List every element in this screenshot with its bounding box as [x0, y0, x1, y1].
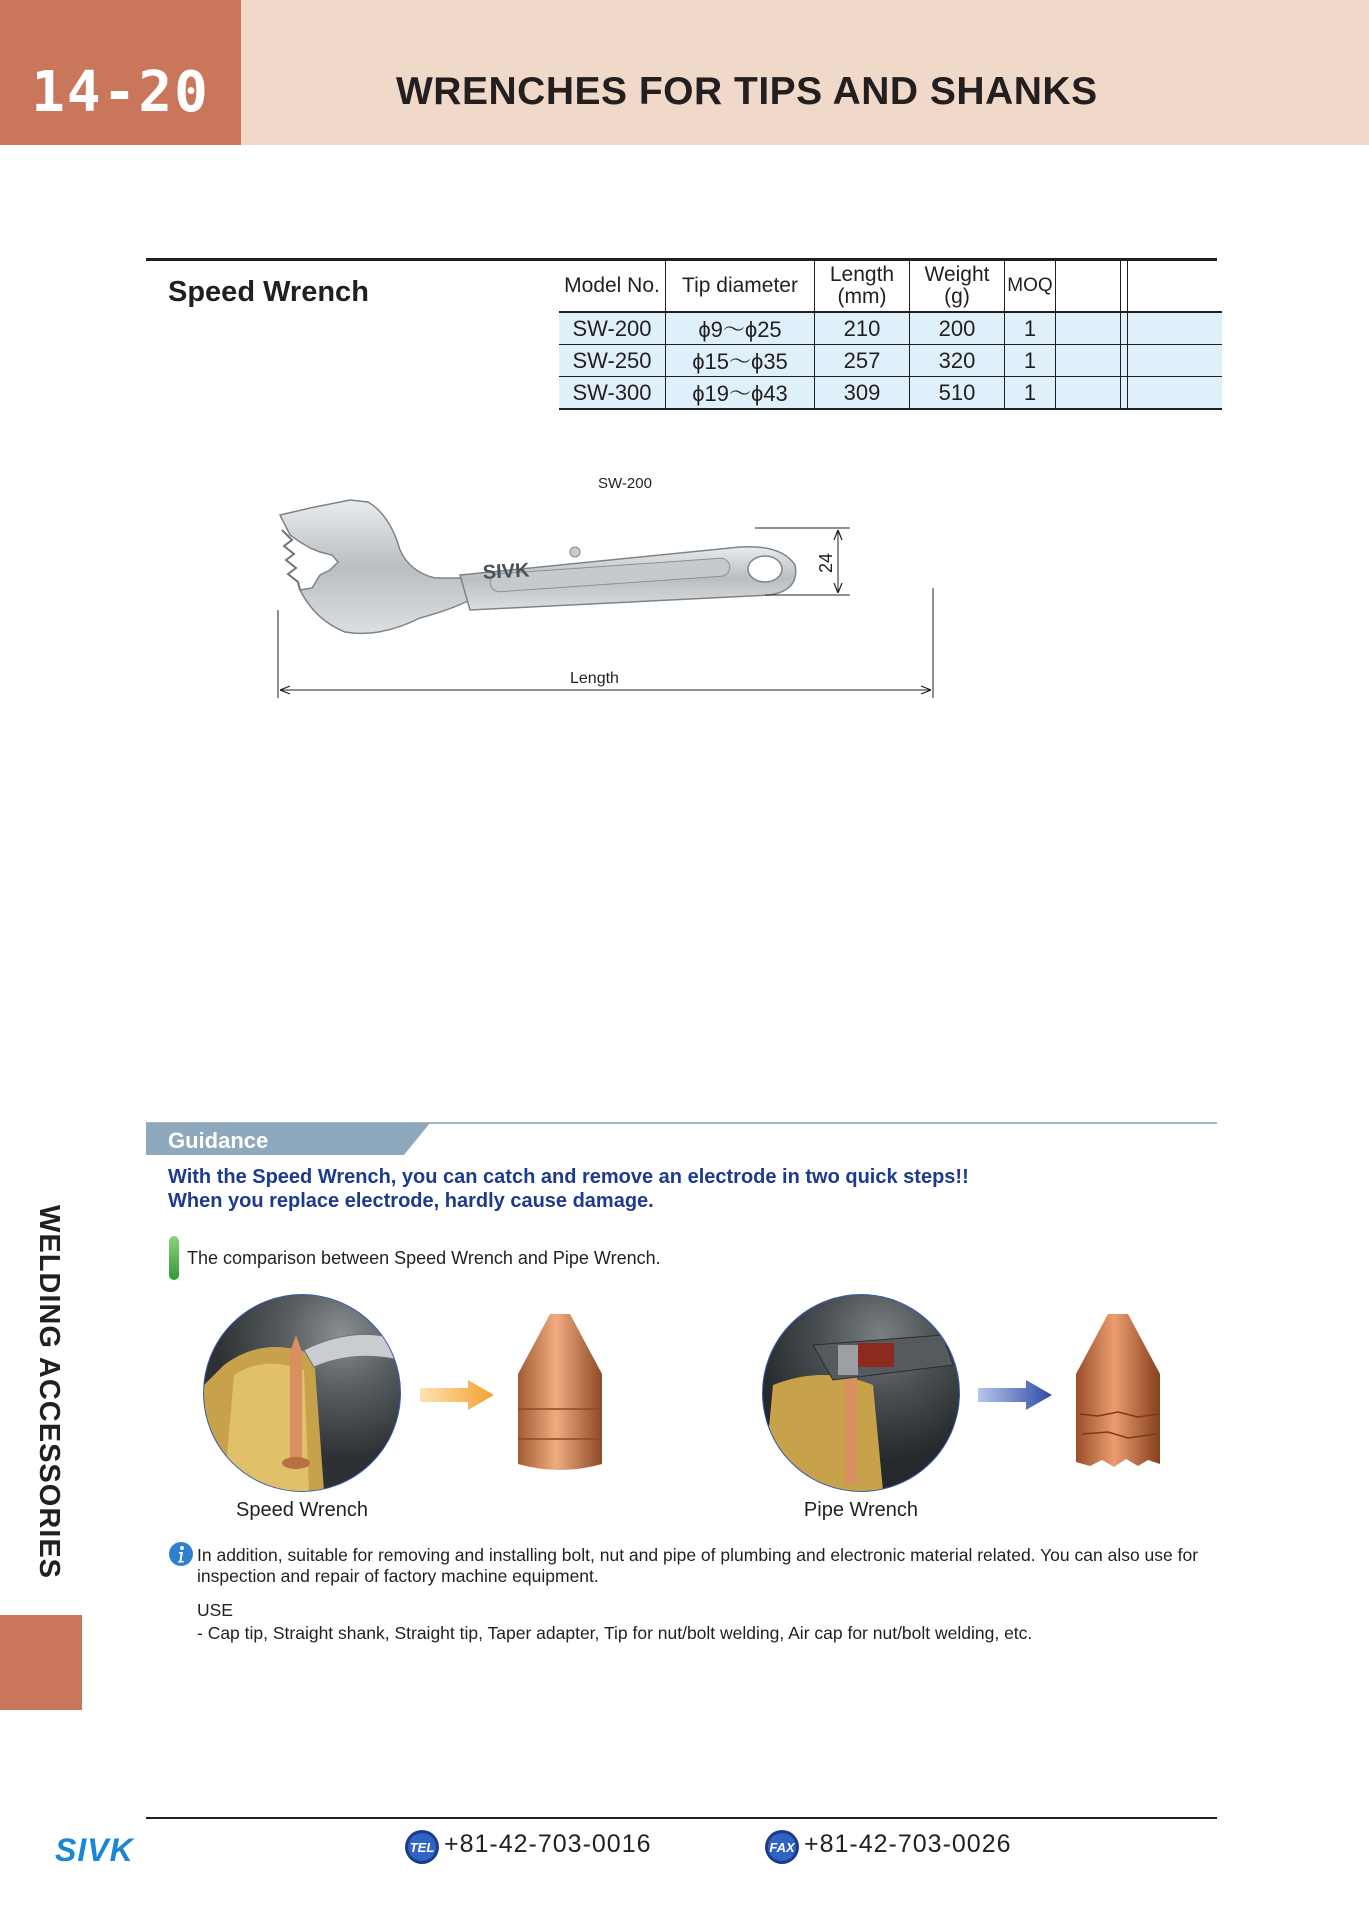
cell-blank [1128, 345, 1223, 377]
header-weight-unit: (g) [944, 284, 970, 308]
pivot-pin [570, 547, 580, 557]
cell-moq: 1 [1005, 377, 1056, 410]
table-row [559, 377, 1222, 410]
copper-tip-clean [510, 1314, 610, 1474]
wrench-logo: SIVK [482, 559, 531, 584]
product-title: Speed Wrench [168, 276, 369, 308]
header-blank-3 [1128, 260, 1223, 312]
cell-blank [1128, 377, 1223, 410]
fax-number: +81-42-703-0026 [804, 1830, 1012, 1858]
pipe-wrench-scene [763, 1295, 959, 1491]
copper-tip-damaged [1068, 1314, 1168, 1474]
header-model: Model No. [559, 260, 666, 312]
footer-rule [146, 1817, 1217, 1819]
guidance-headline-1: With the Speed Wrench, you can catch and remove an electrode in two quick steps!! [168, 1166, 969, 1188]
cell-blank [1056, 377, 1121, 410]
header-blank-2 [1121, 260, 1128, 312]
header-tip-diameter: Tip diameter [666, 260, 815, 312]
side-accent-box [0, 1615, 82, 1710]
company-logo-text: SIVK [55, 1834, 134, 1864]
cell-tip-diameter: ϕ9～ϕ25 [666, 312, 815, 345]
cell-weight: 200 [910, 312, 1005, 345]
arrow-blue [978, 1380, 1052, 1410]
cell-length: 257 [815, 345, 910, 377]
side-category-label: WELDING ACCESSORIES [33, 1205, 65, 1580]
pipe-wrench-photo [762, 1294, 960, 1492]
header-moq: MOQ [1005, 260, 1056, 312]
header-length-label: Length [829, 262, 895, 286]
guidance-label: Guidance [168, 1128, 269, 1153]
cell-blank [1121, 312, 1128, 345]
header-length [815, 260, 910, 312]
header-weight [910, 260, 1005, 312]
table-row [559, 312, 1222, 345]
header-length-unit: (mm) [837, 284, 887, 308]
spec-table [559, 260, 1222, 410]
width-label: 24 [816, 552, 836, 573]
cell-blank [1056, 312, 1121, 345]
cell-moq: 1 [1005, 345, 1056, 377]
guidance-headline-2: When you replace electrode, hardly cause damage. [168, 1190, 654, 1212]
cell-blank [1121, 345, 1128, 377]
header-weight-label: Weight [924, 262, 990, 286]
cell-weight: 510 [910, 377, 1005, 410]
info-icon [168, 1541, 194, 1567]
cell-length: 210 [815, 312, 910, 345]
speed-wrench-scene [204, 1295, 400, 1491]
tel-icon-text: TEL [409, 1840, 435, 1855]
table-row [559, 345, 1222, 377]
arrow-orange [420, 1380, 494, 1410]
cell-blank [1056, 345, 1121, 377]
handle-hole [748, 556, 782, 582]
header-blank-1 [1056, 260, 1121, 312]
cell-model: SW-300 [559, 377, 666, 410]
cell-tip-diameter: ϕ19～ϕ43 [666, 377, 815, 410]
cell-tip-diameter: ϕ15～ϕ35 [666, 345, 815, 377]
fax-icon [764, 1829, 800, 1865]
cell-moq: 1 [1005, 312, 1056, 345]
comparison-text: The comparison between Speed Wrench and Pipe Wrench. [187, 1248, 661, 1268]
speed-wrench-photo [203, 1294, 401, 1492]
cell-blank [1121, 377, 1128, 410]
cell-model: SW-250 [559, 345, 666, 377]
tel-number: +81-42-703-0016 [444, 1830, 652, 1858]
caption-pipe-wrench: Pipe Wrench [803, 1499, 919, 1521]
model-label: SW-200 [598, 475, 652, 492]
page-number: 14-20 [31, 60, 210, 125]
cell-length: 309 [815, 377, 910, 410]
fax-icon-text: FAX [769, 1840, 795, 1855]
wrench-drawing [260, 470, 1060, 710]
caption-speed-wrench: Speed Wrench [236, 1499, 368, 1521]
wrench-head [280, 500, 470, 633]
cell-model: SW-200 [559, 312, 666, 345]
use-text: - Cap tip, Straight shank, Straight tip, Taper adapter, Tip for nut/bolt welding, Air cap for nut/bolt welding, etc. [197, 1623, 1033, 1643]
green-bullet-bar [169, 1236, 179, 1280]
cell-blank [1128, 312, 1223, 345]
tel-icon [404, 1829, 440, 1865]
use-heading: USE [197, 1600, 233, 1620]
spec-header-row [559, 260, 1222, 312]
company-logo [55, 1834, 160, 1864]
length-label: Length [570, 670, 619, 687]
cell-weight: 320 [910, 345, 1005, 377]
page-title: WRENCHES FOR TIPS AND SHANKS [396, 70, 1098, 113]
guidance-note: In addition, suitable for removing and installing bolt, nut and pipe of plumbing and electronic material related. You can also use for inspection and repair of factory machine equipment. [197, 1545, 1199, 1586]
